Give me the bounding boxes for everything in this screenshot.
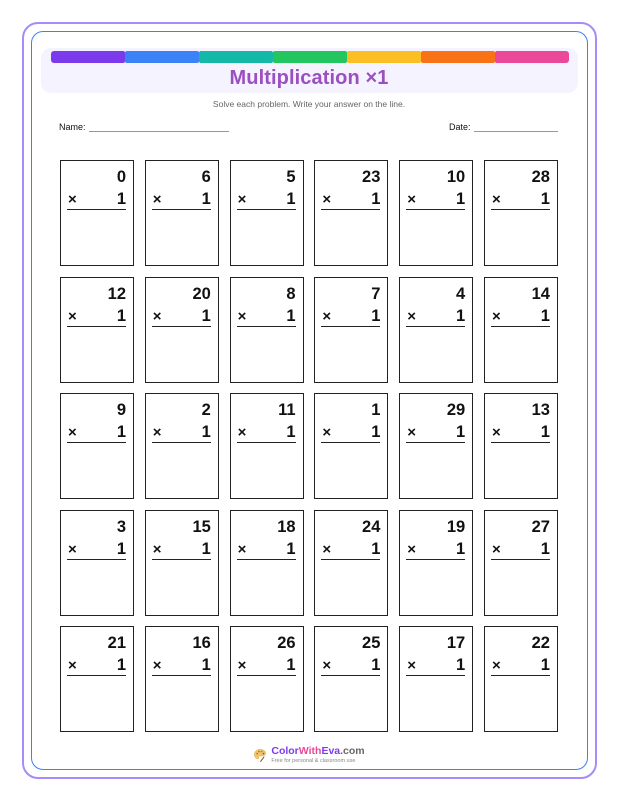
multiplier: 1 — [371, 190, 381, 208]
multiplier: 1 — [540, 190, 550, 208]
problem-card[interactable] — [60, 510, 134, 616]
brand-part-with: With — [298, 745, 322, 757]
multiplicand: 2 — [201, 401, 211, 419]
problem-card[interactable] — [230, 510, 304, 616]
answer-line — [152, 559, 211, 560]
multiplicand: 22 — [531, 634, 550, 652]
multiplier: 1 — [201, 190, 211, 208]
problem-card[interactable] — [399, 626, 473, 732]
answer-line — [406, 559, 465, 560]
multiplicand: 19 — [446, 517, 466, 536]
multiplier: 1 — [456, 539, 466, 558]
footer — [0, 746, 618, 764]
multiplicand: 10 — [446, 168, 466, 186]
multiplier: 1 — [540, 656, 550, 674]
problem-card[interactable] — [230, 160, 304, 266]
answer-line — [237, 209, 296, 210]
multiplier: 1 — [456, 306, 466, 325]
multiply-sign: × — [237, 191, 247, 208]
answer-line — [321, 675, 380, 676]
multiplicand: 27 — [531, 517, 550, 536]
multiply-sign: × — [491, 540, 501, 558]
multiply-sign: × — [237, 657, 247, 674]
brand-tagline: Free for personal & classroom use — [271, 757, 356, 764]
multiplier: 1 — [456, 190, 466, 208]
problem-card[interactable] — [60, 626, 134, 732]
name-field[interactable] — [59, 122, 229, 132]
worksheet-title: Multiplication ×1 — [229, 67, 389, 89]
multiply-sign: × — [491, 657, 501, 674]
multiplier: 1 — [540, 306, 550, 325]
multiplier: 1 — [116, 190, 126, 208]
color-segment — [51, 51, 125, 63]
multiplier: 1 — [201, 539, 211, 558]
multiply-sign: × — [407, 540, 416, 558]
problem-card[interactable] — [484, 393, 558, 499]
answer-line — [67, 209, 126, 210]
color-segment — [125, 51, 199, 63]
answer-line — [237, 326, 296, 327]
answer-line — [491, 326, 550, 327]
multiplicand: 5 — [286, 168, 296, 186]
name-blank-line[interactable] — [89, 124, 229, 132]
answer-line — [491, 442, 550, 443]
problem-card[interactable] — [314, 510, 388, 616]
brand-part-domain: .com — [340, 745, 365, 757]
problem-card[interactable] — [314, 626, 388, 732]
palette-icon — [253, 748, 267, 762]
answer-line — [152, 675, 211, 676]
date-label: Date: — [449, 122, 471, 132]
multiplier: 1 — [371, 656, 381, 674]
multiply-sign: × — [152, 657, 162, 674]
multiplicand: 13 — [531, 401, 550, 419]
answer-line — [152, 442, 211, 443]
multiply-sign: × — [491, 191, 501, 208]
multiplier: 1 — [201, 306, 211, 325]
answer-line — [491, 675, 550, 676]
multiplicand: 4 — [456, 284, 466, 303]
multiplicand: 21 — [107, 634, 126, 652]
problem-card[interactable] — [230, 393, 304, 499]
multiply-sign: × — [237, 424, 247, 441]
answer-line — [406, 326, 465, 327]
multiplier: 1 — [116, 656, 126, 674]
color-segment — [347, 51, 421, 63]
color-segment — [495, 51, 569, 63]
answer-line — [321, 326, 380, 327]
problem-card[interactable] — [145, 277, 219, 383]
problem-card[interactable] — [145, 160, 219, 266]
answer-line — [491, 209, 550, 210]
multiplicand: 16 — [192, 634, 211, 652]
date-blank-line[interactable] — [474, 124, 558, 132]
problem-card[interactable] — [399, 277, 473, 383]
multiplicand: 24 — [362, 517, 381, 536]
problem-card[interactable] — [399, 393, 473, 499]
multiply-sign: × — [322, 424, 332, 441]
worksheet-instructions: Solve each problem. Write your answer on the line. — [212, 99, 406, 109]
multiply-sign: × — [407, 657, 416, 674]
multiply-sign: × — [322, 540, 332, 558]
multiply-sign: × — [491, 424, 501, 441]
multiply-sign: × — [152, 191, 162, 208]
multiplier: 1 — [286, 539, 296, 558]
multiplicand: 17 — [446, 634, 466, 652]
problem-card[interactable] — [314, 160, 388, 266]
problem-card[interactable] — [399, 510, 473, 616]
multiplicand: 20 — [192, 284, 211, 303]
multiplier: 1 — [286, 656, 296, 674]
problem-card[interactable] — [60, 277, 134, 383]
problem-card[interactable] — [314, 277, 388, 383]
multiply-sign: × — [322, 657, 332, 674]
multiplier: 1 — [540, 539, 550, 558]
multiply-sign: × — [68, 307, 77, 325]
multiplier: 1 — [371, 539, 381, 558]
multiplier: 1 — [286, 423, 296, 441]
problem-card[interactable] — [314, 393, 388, 499]
answer-line — [152, 209, 211, 210]
answer-line — [237, 675, 296, 676]
answer-line — [491, 559, 550, 560]
answer-line — [406, 675, 465, 676]
multiplier: 1 — [456, 423, 466, 441]
multiply-sign: × — [237, 307, 247, 325]
multiply-sign: × — [68, 424, 77, 441]
multiplier: 1 — [286, 190, 296, 208]
multiply-sign: × — [68, 540, 77, 558]
answer-line — [67, 442, 126, 443]
problem-card[interactable] — [60, 393, 134, 499]
problem-grid — [60, 160, 558, 732]
answer-line — [67, 326, 126, 327]
multiplier: 1 — [540, 423, 550, 441]
multiplicand: 7 — [371, 284, 381, 303]
multiplier: 1 — [201, 656, 211, 674]
rainbow-color-bar — [51, 51, 569, 63]
date-field[interactable] — [449, 122, 558, 132]
answer-line — [321, 209, 380, 210]
multiply-sign: × — [322, 307, 332, 325]
multiplicand: 26 — [277, 634, 296, 652]
multiplicand: 18 — [277, 517, 296, 536]
name-label: Name: — [59, 122, 86, 132]
multiplicand: 23 — [362, 168, 381, 186]
answer-line — [406, 209, 465, 210]
multiply-sign: × — [407, 191, 416, 208]
color-segment — [273, 51, 347, 63]
multiplicand: 3 — [116, 517, 126, 536]
multiplicand: 1 — [371, 401, 381, 419]
multiplicand: 8 — [286, 284, 296, 303]
multiply-sign: × — [322, 191, 332, 208]
problem-card[interactable] — [145, 510, 219, 616]
problem-card[interactable] — [484, 626, 558, 732]
problem-card[interactable] — [145, 626, 219, 732]
color-segment — [199, 51, 273, 63]
answer-line — [67, 559, 126, 560]
multiplier: 1 — [371, 306, 381, 325]
brand-logo-text[interactable] — [271, 746, 364, 757]
answer-line — [321, 559, 380, 560]
answer-line — [406, 442, 465, 443]
multiplier: 1 — [116, 423, 126, 441]
answer-line — [67, 675, 126, 676]
multiplicand: 9 — [116, 401, 126, 419]
multiplicand: 12 — [107, 284, 126, 303]
multiplicand: 25 — [362, 634, 381, 652]
multiplier: 1 — [456, 656, 466, 674]
multiply-sign: × — [491, 307, 501, 325]
multiplicand: 15 — [192, 517, 211, 536]
answer-line — [152, 326, 211, 327]
multiply-sign: × — [68, 191, 77, 208]
problem-card[interactable] — [230, 277, 304, 383]
multiplicand: 0 — [116, 168, 126, 186]
multiply-sign: × — [152, 307, 162, 325]
multiplier: 1 — [286, 306, 296, 325]
problem-card[interactable] — [60, 160, 134, 266]
problem-card[interactable] — [484, 510, 558, 616]
problem-card[interactable] — [484, 160, 558, 266]
multiplicand: 14 — [531, 284, 550, 303]
problem-card[interactable] — [399, 160, 473, 266]
brand-part-eva: Eva — [321, 745, 341, 757]
answer-line — [237, 559, 296, 560]
multiplicand: 11 — [278, 401, 296, 419]
multiply-sign: × — [407, 307, 416, 325]
multiply-sign: × — [237, 540, 247, 558]
multiplicand: 6 — [201, 168, 211, 186]
multiplier: 1 — [116, 539, 126, 558]
multiplicand: 28 — [531, 168, 550, 186]
color-segment — [421, 51, 495, 63]
multiplier: 1 — [116, 306, 126, 325]
problem-card[interactable] — [145, 393, 219, 499]
answer-line — [237, 442, 296, 443]
multiplier: 1 — [371, 423, 381, 441]
multiplicand: 29 — [446, 401, 466, 419]
problem-card[interactable] — [230, 626, 304, 732]
brand-part-color: Color — [271, 745, 299, 757]
answer-line — [321, 442, 380, 443]
multiplier: 1 — [201, 423, 211, 441]
multiply-sign: × — [407, 424, 416, 441]
multiply-sign: × — [152, 540, 162, 558]
multiply-sign: × — [152, 424, 162, 441]
multiply-sign: × — [68, 657, 77, 674]
problem-card[interactable] — [484, 277, 558, 383]
